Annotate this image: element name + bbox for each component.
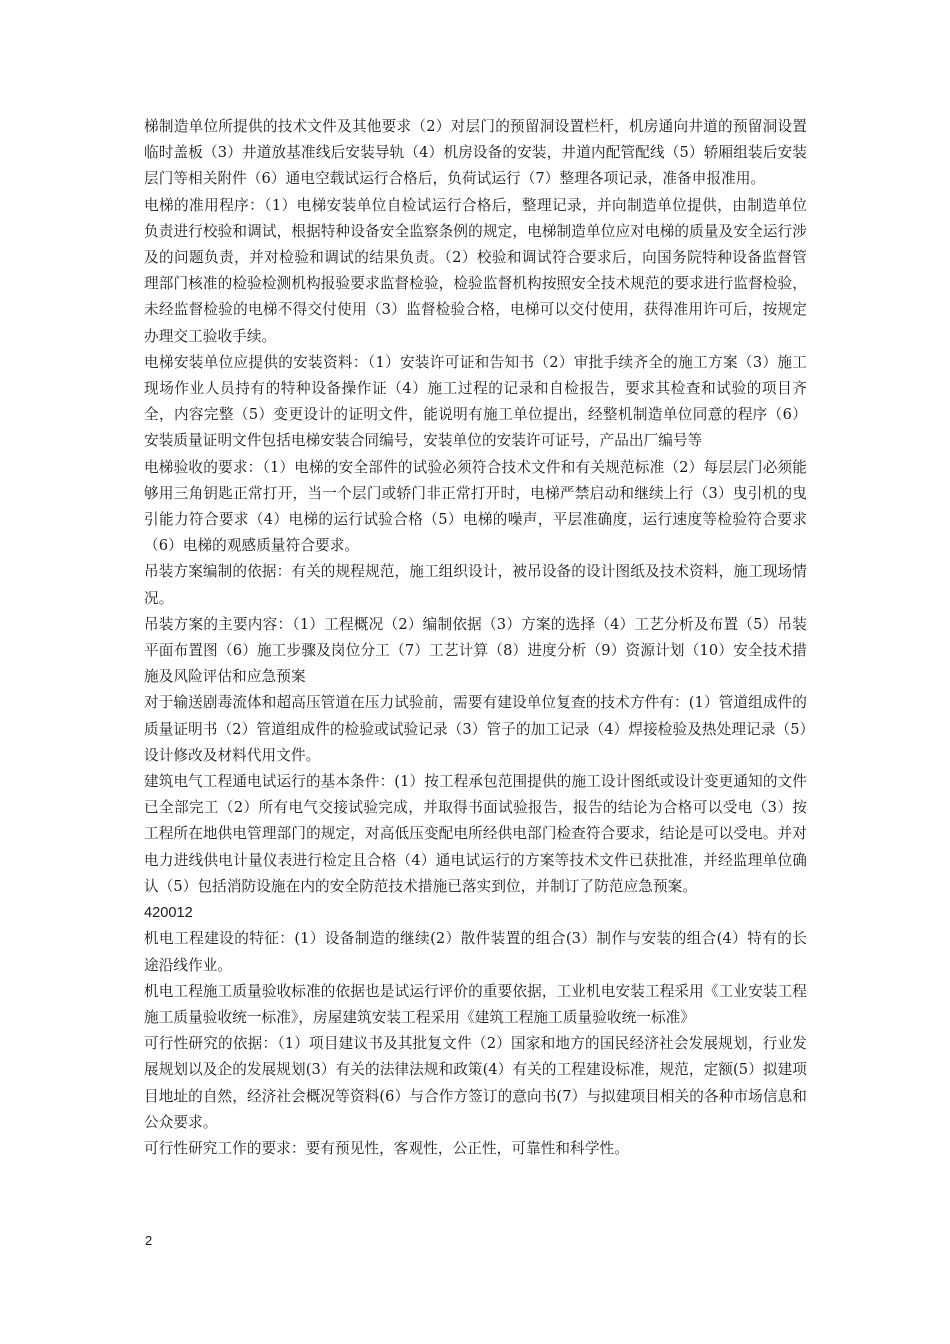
paragraph-elevator-install-documents: 电梯安装单位应提供的安装资料：（1）安装许可证和告知书（2）审批手续齐全的施工方案（3）施工现场作业人员持有的特种设备操作证（4）施工过程的记录和自检报告，要求其检查和试验的项目齐全，内容完整（5）变更设计的证明文件，能说明有施工单位提出，经整机制造单位同意的程序（6）安装质量证明文件包括电梯安装合同编号，安装单位的安装许可证号，产品出厂编号等: [144, 353, 807, 450]
paragraph-elevator-acceptance-requirements: 电梯验收的要求：（1）电梯的安全部件的试验必须符合技术文件和有关规范标准（2）每层层门必须能够用三角钥匙正常打开，当一个层门或轿门非正常打开时，电梯严禁启动和继续上行（3）曳引机的曳引能力符合要求（4）电梯的运行试验合格（5）电梯的噪声，平层准确度，运行速度等检验符合要求（6）电梯的观感质量符合要求。: [144, 458, 807, 555]
document-body: [144, 114, 807, 1162]
paragraph-elevator-install-steps: 梯制造单位所提供的技术文件及其他要求（2）对层门的预留洞设置栏杆，机房通向井道的预留洞设置临时盖板（3）井道放基准线后安装导轨（4）机房设备的安装，井道内配管配线（5）轿厢组装后安装层门等相关附件（6）通电空载试运行合格后，负荷试运行（7）整理各项记录，准备申报准用。: [144, 118, 807, 188]
paragraph-elevator-approval-procedure: 电梯的准用程序：（1）电梯安装单位自检试运行合格后，整理记录，并向制造单位提供，由制造单位负责进行校验和调试，根据特种设备安全监察条例的规定，电梯制造单位应对电梯的质量及安全运行涉及的问题负责，并对检验和调试的结果负责。（2）校验和调试符合要求后，向国务院特种设备监督管理部门核准的检验检测机构报验要求监督检验，检验监督机构按照安全技术规范的要求进行监督检验，未经监督检验的电梯不得交付使用（3）监督检验合格，电梯可以交付使用，获得准用许可后，按规定办理交工验收手续。: [144, 196, 807, 345]
paragraph-feasibility-requirements: 可行性研究工作的要求：要有预见性，客观性，公正性，可靠性和科学性。: [144, 1139, 629, 1157]
paragraph-lifting-plan-basis: 吊装方案编制的依据：有关的规程规范，施工组织设计，被吊设备的设计图纸及技术资料，施工现场情况。: [144, 563, 807, 607]
paragraph-pipeline-pressure-test: 对于输送剧毒流体和超高压管道在压力试验前，需要有建设单位复查的技术方件有：(1）管道组成件的质量证明书（2）管道组成件的检验或试验记录（3）管子的加工记录（4）焊接检验及热处理记录（5）设计修改及材料代用文件。: [144, 694, 807, 764]
paragraph-lifting-plan-content: 吊装方案的主要内容：（1）工程概况（2）编制依据（3）方案的选择（4）工艺分析及布置（5）吊装平面布置图（6）施工步骤及岗位分工（7）工艺计算（8）进度分析（9）资源计划（10）安全技术措施及风险评估和应急预案: [144, 615, 807, 686]
paragraph-mep-characteristics: 机电工程建设的特征：(1）设备制造的继续(2）散件装置的组合(3）制作与安装的组合(4）特有的长途沿线作业。: [144, 930, 807, 974]
section-code: 420012: [144, 905, 193, 922]
paragraph-feasibility-basis: 可行性研究的依据：（1）项目建议书及其批复文件（2）国家和地方的国民经济社会发展规划，行业发展规划以及企的发展规划(3）有关的法律法规和政策(4）有关的工程建设标准，规范，定额(5）拟建项目地址的自然，经济社会概况等资料(6）与合作方签订的意向书(7）与拟建项目相关的各种市场信息和公众要求。: [144, 1035, 807, 1131]
paragraph-electrical-trial-run: 建筑电气工程通电试运行的基本条件：(1）按工程承包范围提供的施工设计图纸或设计变更通知的文件已全部完工（2）所有电气交接试验完成，并取得书面试验报告，报告的结论为合格可以受电（3）按工程所在地供电管理部门的规定，对高低压变配电所经供电部门检查符合要求，结论是可以受电。并对电力进线供电计量仪表进行检定且合格（4）通电试运行的方案等技术文件已获批准，并经监理单位确认（5）包括消防设施在内的安全防范技术措施已落实到位，并制订了防范应急预案。: [144, 773, 807, 895]
page-number: 2: [145, 1233, 153, 1248]
paragraph-quality-acceptance-standard: 机电工程施工质量验收标准的依据也是试运行评价的重要依据，工业机电安装工程采用《工业安装工程施工质量验收统一标准》，房屋建筑安装工程采用《建筑工程施工质量验收统一标准》: [144, 982, 807, 1026]
